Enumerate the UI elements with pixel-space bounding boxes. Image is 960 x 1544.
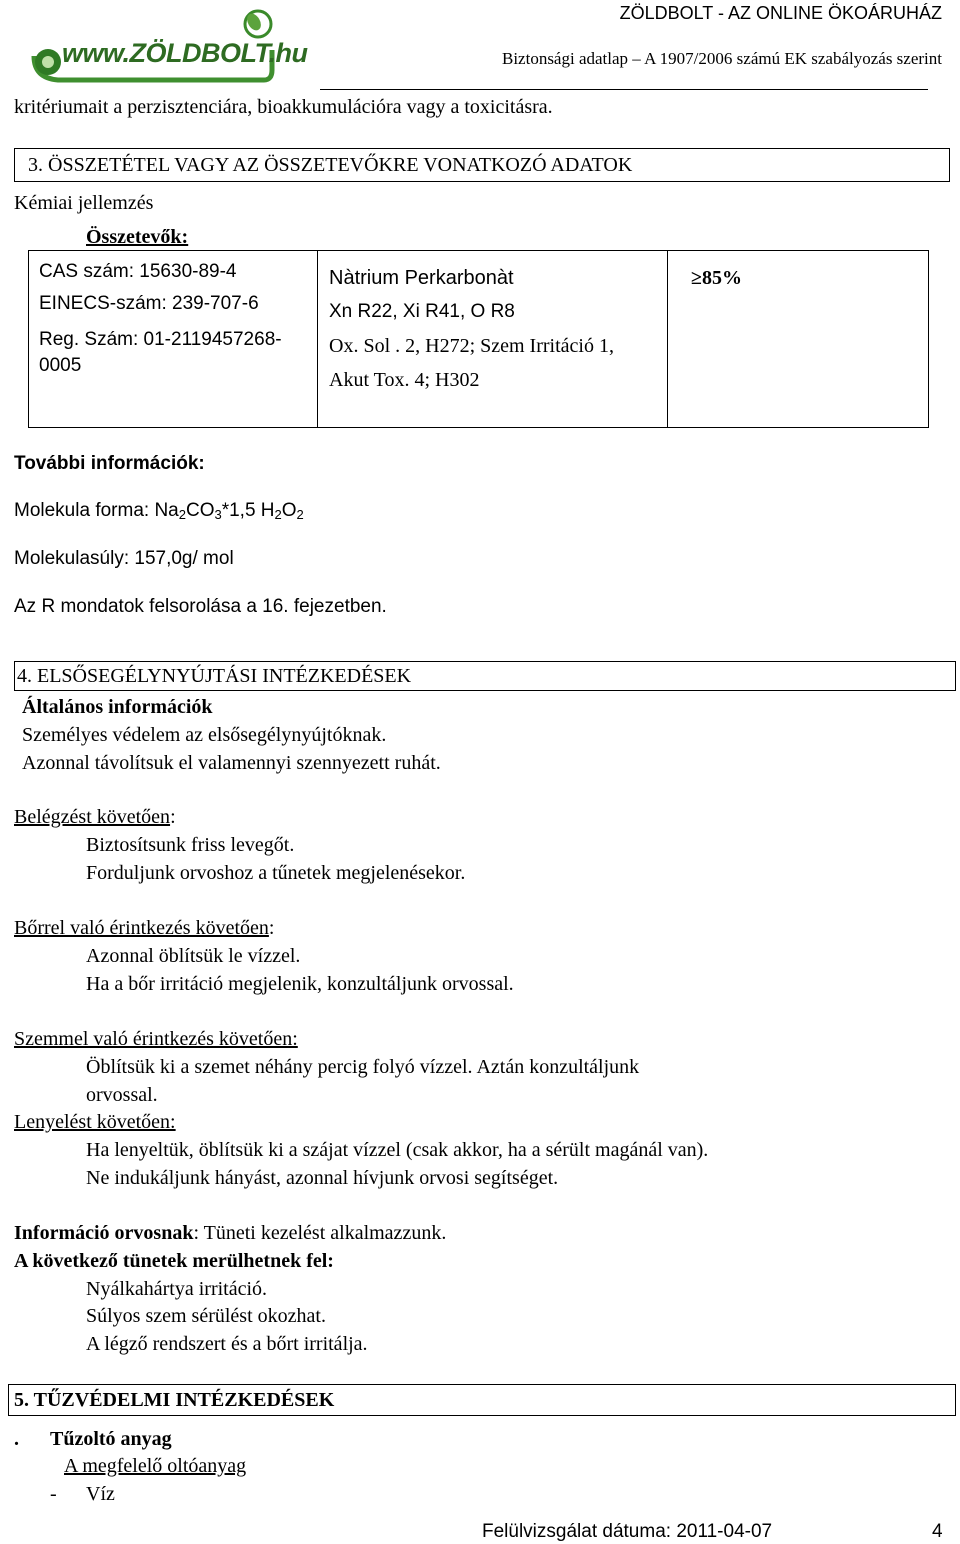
symptom-3: A légző rendszert és a bőrt irritálja.	[86, 1333, 368, 1355]
inhalation-label: Belégzést követően	[14, 806, 171, 828]
inhalation-1: Biztosítsunk friss levegőt.	[86, 834, 295, 856]
section3-heading: 3. ÖSSZETÉTEL VAGY AZ ÖSSZETEVŐKRE VONATKOZÓ ADATOK	[28, 154, 633, 176]
revision-date: Felülvizsgálat dátuma: 2011-04-07	[482, 1521, 773, 1542]
section5-heading-box	[8, 1384, 956, 1416]
list-dash: -	[50, 1483, 57, 1505]
bullet-dot: .	[14, 1428, 19, 1450]
formula-co: CO	[185, 500, 215, 521]
section4-heading-box	[14, 661, 956, 691]
components-label: Összetevők:	[86, 226, 189, 248]
logo-text: www.ZÖLDBOLT.hu	[62, 38, 308, 68]
page-number: 4	[932, 1521, 943, 1542]
formula-na: Na	[154, 500, 179, 521]
intro-line: kritériumait a perzisztenciára, bioakkumulációra vagy a toxicitásra.	[14, 96, 553, 118]
general-info-1: Személyes védelem az elsősegélynyújtóknak.	[22, 724, 387, 746]
section5-heading: 5. TŰZVÉDELMI INTÉZKEDÉSEK	[14, 1389, 335, 1411]
header-subtitle: Biztonsági adatlap – A 1907/2006 számú EK szabályozás szerint	[501, 49, 942, 68]
formula-h-sub: 2	[274, 507, 282, 522]
cas-number: CAS szám: 15630-89-4	[39, 261, 237, 282]
eye-2: orvossal.	[86, 1084, 158, 1106]
hazard-class-line2: Akut Tox. 4; H302	[329, 369, 480, 391]
formula-o: O	[281, 500, 297, 521]
extinguish-label: Tűzoltó anyag	[50, 1428, 172, 1450]
substance-name: Nàtrium Perkarbonàt	[329, 267, 514, 289]
section4-heading: 4. ELSŐSEGÉLYNYÚJTÁSI INTÉZKEDÉSEK	[17, 665, 412, 687]
ingestion-2: Ne indukáljunk hányást, azonnal hívjunk orvosi segítséget.	[86, 1167, 559, 1189]
molecular-weight: Molekulasúly: 157,0g/ mol	[14, 548, 234, 569]
formula-o-sub: 2	[296, 507, 304, 522]
reg-number-line2: 0005	[39, 355, 82, 376]
formula-co-sub: 3	[214, 507, 222, 522]
inhalation-2: Forduljunk orvoshoz a tűnetek megjelenésekor.	[86, 862, 466, 884]
eye-1: Öblítsük ki a szemet néhány percig folyó vízzel. Aztán konzultáljunk	[86, 1056, 640, 1078]
hazard-class-line1: Ox. Sol . 2, H272; Szem Irritáció 1,	[329, 335, 614, 357]
r-list-note: Az R mondatok felsorolása a 16. fejezetben.	[14, 596, 387, 617]
further-info-label: További információk:	[14, 453, 205, 474]
ingestion-label: Lenyelést követően:	[14, 1111, 176, 1133]
symptom-1: Nyálkahártya irritáció.	[86, 1278, 268, 1300]
ingestion-1: Ha lenyeltük, öblítsük ki a szájat vízzel (csak akkor, ha a sérült magánál van).	[86, 1139, 709, 1161]
skin-heading: Bőrrel való érintkezés követően:	[14, 917, 275, 939]
general-info-label: Általános információk	[22, 696, 213, 718]
formula-prefix: Molekula forma:	[14, 500, 155, 521]
formula-mid: *1,5 H	[221, 500, 275, 521]
r-phrases: Xn R22, Xi R41, O R8	[329, 301, 515, 322]
header-title: ZÖLDBOLT - AZ ONLINE ÖKOÁRUHÁZ	[619, 3, 942, 23]
chem-label: Kémiai jellemzés	[14, 192, 154, 214]
table-divider-2	[667, 251, 668, 427]
concentration: ≥85%	[691, 267, 742, 289]
skin-2: Ha a bőr irritáció megjelenik, konzultáljunk orvossal.	[86, 973, 514, 995]
doctor-info	[14, 1222, 446, 1245]
molecular-formula	[14, 500, 304, 522]
general-info-2: Azonnal távolítsuk el valamennyi szennyezett ruhát.	[22, 752, 441, 774]
inhalation-heading: Belégzést követően:	[14, 806, 176, 828]
skin-label: Bőrrel való érintkezés követően	[14, 917, 269, 939]
header-rule	[320, 89, 928, 90]
formula-na-sub: 2	[178, 507, 186, 522]
doctor-text: : Tüneti kezelést alkalmazzunk.	[193, 1222, 447, 1244]
reg-number-line1: Reg. Szám: 01-2119457268-	[39, 329, 282, 350]
doctor-label: Információ orvosnak	[14, 1222, 194, 1244]
section3-heading-box	[14, 148, 950, 182]
skin-1: Azonnal öblítsük le vízzel.	[86, 945, 301, 967]
suitable-media-label: A megfelelő oltóanyag	[64, 1455, 247, 1477]
einecs-number: EINECS-szám: 239-707-6	[39, 293, 259, 314]
symptoms-label: A következő tünetek merülhetnek fel:	[14, 1250, 334, 1272]
extinguish-item-1: Víz	[86, 1483, 115, 1505]
table-divider-1	[317, 251, 318, 427]
symptom-2: Súlyos szem sérülést okozhat.	[86, 1305, 326, 1327]
zoldbolt-logo	[14, 6, 308, 94]
components-table	[28, 250, 929, 428]
eye-label: Szemmel való érintkezés követően:	[14, 1028, 298, 1050]
